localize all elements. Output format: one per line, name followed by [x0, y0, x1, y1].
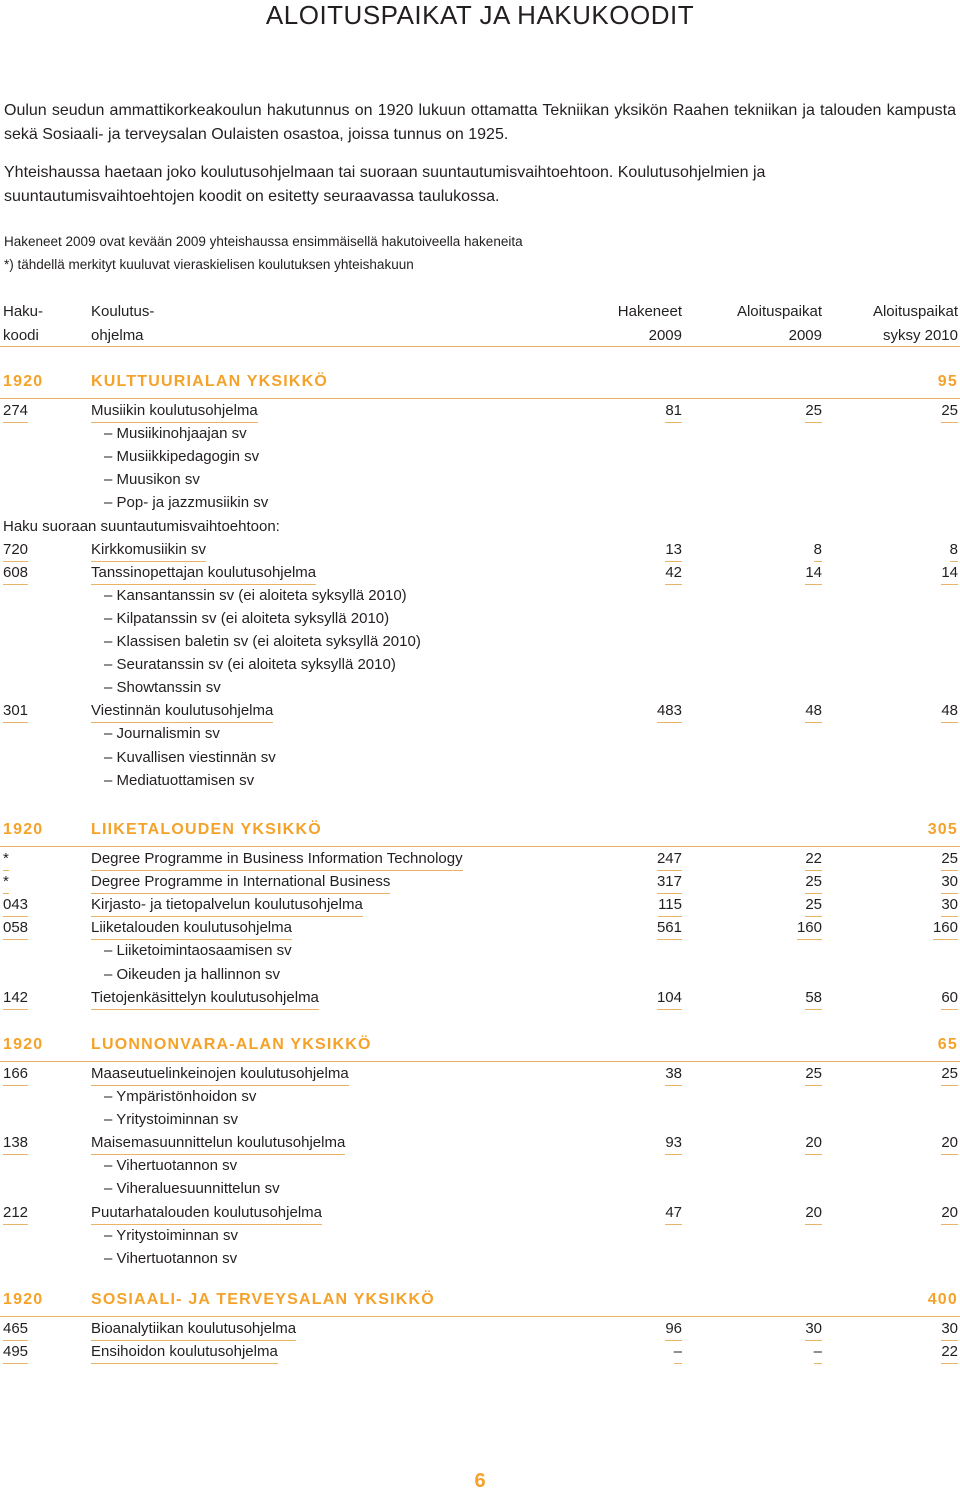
applicants-2009: 96	[665, 1317, 682, 1341]
places-2009: 48	[805, 699, 822, 723]
specialization-row	[0, 653, 960, 676]
program-code: 495	[3, 1340, 28, 1364]
unit-heading	[0, 369, 960, 395]
unit-heading	[0, 1287, 960, 1313]
places-2009: 25	[805, 399, 822, 423]
specialization-row	[0, 769, 960, 792]
unit-total: 305	[927, 821, 958, 838]
applicants-2009: 317	[657, 870, 682, 894]
intro-paragraph-1: Oulun seudun ammattikorkeakoulun hakutunnus on 1920 lukuun ottamatta Tekniikan yksikön Raahen tekniikan ja talouden kampusta sekä Sosiaali- ja terveysalan Oulaisten osastoa, joissa tunnus on 1925.	[4, 102, 956, 143]
places-2010: 48	[941, 699, 958, 723]
specialization-name: – Yritystoiminnan sv	[104, 1227, 238, 1244]
table-header-row-2	[0, 324, 960, 347]
program-code: 043	[3, 893, 28, 917]
places-2010: 30	[941, 893, 958, 917]
header-program: ohjelma	[91, 327, 144, 344]
specialization-name: – Kansantanssin sv (ei aloiteta syksyllä 2010)	[104, 587, 407, 604]
unit-code: 1920	[3, 1036, 44, 1053]
specialization-name: – Oikeuden ja hallinnon sv	[104, 966, 280, 983]
table-row	[0, 893, 960, 916]
specialization-name: – Musiikkipedagogin sv	[104, 448, 260, 465]
applicants-2009: 47	[665, 1201, 682, 1225]
program-code: 301	[3, 699, 28, 723]
specialization-row	[0, 1108, 960, 1131]
places-2009: 25	[805, 893, 822, 917]
applicants-2009: 38	[665, 1062, 682, 1086]
specialization-name: – Ympäristönhoidon sv	[104, 1088, 257, 1105]
unit-code: 1920	[3, 1291, 44, 1308]
places-2009: 25	[805, 1062, 822, 1086]
program-code: *	[3, 847, 9, 871]
table-row	[0, 1131, 960, 1154]
table-row	[0, 916, 960, 939]
note-asterisk: *) tähdellä merkityt kuuluvat vieraskielisen koulutuksen yhteishakuun	[4, 257, 414, 272]
program-code: 608	[3, 561, 28, 585]
program-code: 720	[3, 538, 28, 562]
specialization-name: – Vihertuotannon sv	[104, 1157, 238, 1174]
notes	[4, 230, 956, 276]
applicants-2009: –	[674, 1340, 682, 1364]
applicants-2009: 561	[657, 916, 682, 940]
program-name: Kirkkomusiikin sv	[91, 538, 206, 562]
specialization-row	[0, 445, 960, 468]
program-name: Ensihoidon koulutusohjelma	[91, 1340, 278, 1364]
table-row	[0, 1340, 960, 1363]
places-2010: 160	[933, 916, 958, 940]
places-2009: 160	[797, 916, 822, 940]
specialization-row	[0, 491, 960, 514]
unit-name: LIIKETALOUDEN YKSIKKÖ	[91, 821, 322, 838]
applicants-2009: 42	[665, 561, 682, 585]
specialization-name: – Showtanssin sv	[104, 679, 221, 696]
places-2009: 20	[805, 1201, 822, 1225]
program-code: 166	[3, 1062, 28, 1086]
table-row	[0, 699, 960, 722]
specialization-name: – Viheraluesuunnittelun sv	[104, 1180, 280, 1197]
specialization-name: – Mediatuottamisen sv	[104, 772, 255, 789]
program-code: 212	[3, 1201, 28, 1225]
header-places-2009: 2009	[788, 327, 822, 344]
specialization-row	[0, 1085, 960, 1108]
places-2010: 20	[941, 1201, 958, 1225]
places-2010: 14	[941, 561, 958, 585]
specialization-name: – Muusikon sv	[104, 471, 200, 488]
places-2009: 25	[805, 870, 822, 894]
unit-code: 1920	[3, 373, 44, 390]
table-row	[0, 1317, 960, 1340]
table-row	[0, 986, 960, 1009]
specialization-row	[0, 722, 960, 745]
program-name: Bioanalytiikan koulutusohjelma	[91, 1317, 296, 1341]
specialization-name: – Liiketoimintaosaamisen sv	[104, 942, 292, 959]
applicants-2009: 115	[658, 893, 682, 917]
specialization-row	[0, 468, 960, 491]
specialization-name: – Yritystoiminnan sv	[104, 1111, 238, 1128]
places-2009: 8	[814, 538, 822, 562]
program-code: 274	[3, 399, 28, 423]
program-name: Tietojenkäsittelyn koulutusohjelma	[91, 986, 319, 1010]
specialization-name: – Kilpatanssin sv (ei aloiteta syksyllä 2010)	[104, 610, 390, 627]
unit-total: 95	[937, 373, 958, 390]
places-2009: 58	[805, 986, 822, 1010]
applicants-2009: 13	[665, 538, 682, 562]
places-2009: 20	[805, 1131, 822, 1155]
program-code: 465	[3, 1317, 28, 1341]
table-row	[0, 847, 960, 870]
program-name: Liiketalouden koulutusohjelma	[91, 916, 292, 940]
unit-heading	[0, 1032, 960, 1058]
program-name: Tanssinopettajan koulutusohjelma	[91, 561, 316, 585]
program-name: Musiikin koulutusohjelma	[91, 399, 258, 423]
specialization-row	[0, 1224, 960, 1247]
program-name: Degree Programme in Business Information Technology	[91, 847, 463, 871]
program-name: Maaseutuelinkeinojen koulutusohjelma	[91, 1062, 349, 1086]
specialization-row	[0, 607, 960, 630]
specialization-row	[0, 676, 960, 699]
unit-name: LUONNONVARA-ALAN YKSIKKÖ	[91, 1036, 372, 1053]
note-applicants: Hakeneet 2009 ovat kevään 2009 yhteishaussa ensimmäisellä hakutoiveella hakeneita	[4, 234, 523, 249]
places-2010: 25	[941, 1062, 958, 1086]
program-name: Puutarhatalouden koulutusohjelma	[91, 1201, 322, 1225]
places-2010: 25	[941, 847, 958, 871]
specialization-row	[0, 746, 960, 769]
program-code: 142	[3, 986, 28, 1010]
places-2010: 20	[941, 1131, 958, 1155]
header-code: Haku-	[3, 303, 44, 320]
places-2010: 60	[941, 986, 958, 1010]
table-row	[0, 561, 960, 584]
specialization-row	[0, 422, 960, 445]
applicants-2009: 93	[665, 1131, 682, 1155]
unit-heading	[0, 817, 960, 843]
table-row	[0, 1062, 960, 1085]
specialization-name: – Musiikinohjaajan sv	[104, 425, 247, 442]
program-name: Maisemasuunnittelun koulutusohjelma	[91, 1131, 345, 1155]
specialization-row	[0, 1154, 960, 1177]
direct-application-label: Haku suoraan suuntautumisvaihtoehtoon:	[3, 518, 280, 535]
header-places-2010: Aloituspaikat	[872, 303, 958, 320]
places-2009: 22	[805, 847, 822, 871]
program-code: 058	[3, 916, 28, 940]
specialization-row	[0, 963, 960, 986]
places-2010: 30	[941, 870, 958, 894]
places-2009: 30	[805, 1317, 822, 1341]
header-places-2009: Aloituspaikat	[736, 303, 822, 320]
specialization-name: – Vihertuotannon sv	[104, 1250, 238, 1267]
specialization-row	[0, 1177, 960, 1200]
specialization-row	[0, 630, 960, 653]
table-header-row-1	[0, 300, 960, 323]
direct-application-note	[0, 515, 960, 538]
unit-total: 65	[937, 1036, 958, 1053]
applicants-2009: 104	[657, 986, 682, 1010]
page-title: ALOITUSPAIKAT JA HAKUKOODIT	[265, 0, 695, 30]
program-code: *	[3, 870, 9, 894]
header-divider	[0, 346, 960, 347]
header-applicants: 2009	[648, 327, 682, 344]
specialization-row	[0, 1247, 960, 1270]
unit-total: 400	[927, 1291, 958, 1308]
table-row	[0, 538, 960, 561]
places-2010: 22	[941, 1340, 958, 1364]
specialization-name: – Pop- ja jazzmusiikin sv	[104, 494, 269, 511]
specialization-row	[0, 584, 960, 607]
places-2010: 25	[941, 399, 958, 423]
header-program: Koulutus-	[91, 303, 155, 320]
program-name: Viestinnän koulutusohjelma	[91, 699, 273, 723]
places-2010: 8	[950, 538, 958, 562]
table-row	[0, 1201, 960, 1224]
unit-name: SOSIAALI- JA TERVEYSALAN YKSIKKÖ	[91, 1291, 435, 1308]
table-row	[0, 870, 960, 893]
places-2009: –	[814, 1340, 822, 1364]
unit-code: 1920	[3, 821, 44, 838]
header-places-2010: syksy 2010	[882, 327, 958, 344]
table-row	[0, 399, 960, 422]
places-2009: 14	[805, 561, 822, 585]
header-applicants: Hakeneet	[617, 303, 682, 320]
program-name: Degree Programme in International Business	[91, 870, 390, 894]
places-2010: 30	[941, 1317, 958, 1341]
program-name: Kirjasto- ja tietopalvelun koulutusohjelma	[91, 893, 363, 917]
intro-text	[4, 99, 956, 209]
applicants-2009: 247	[657, 847, 682, 871]
intro-paragraph-2: Yhteishaussa haetaan joko koulutusohjelmaan tai suoraan suuntautumisvaihtoehtoon. Koulutusohjelmien ja suuntautumisvaihtoehtojen koodit on esitetty seuraavassa taulukossa.	[4, 164, 766, 205]
applicants-2009: 81	[665, 399, 682, 423]
specialization-name: – Klassisen baletin sv (ei aloiteta syksyllä 2010)	[104, 633, 421, 650]
unit-name: KULTTUURIALAN YKSIKKÖ	[91, 373, 329, 390]
program-code: 138	[3, 1131, 28, 1155]
page-number: 6	[474, 1470, 486, 1492]
header-code: koodi	[3, 327, 39, 344]
specialization-name: – Journalismin sv	[104, 725, 220, 742]
specialization-name: – Kuvallisen viestinnän sv	[104, 749, 276, 766]
applicants-2009: 483	[657, 699, 682, 723]
specialization-row	[0, 939, 960, 962]
specialization-name: – Seuratanssin sv (ei aloiteta syksyllä 2010)	[104, 656, 396, 673]
